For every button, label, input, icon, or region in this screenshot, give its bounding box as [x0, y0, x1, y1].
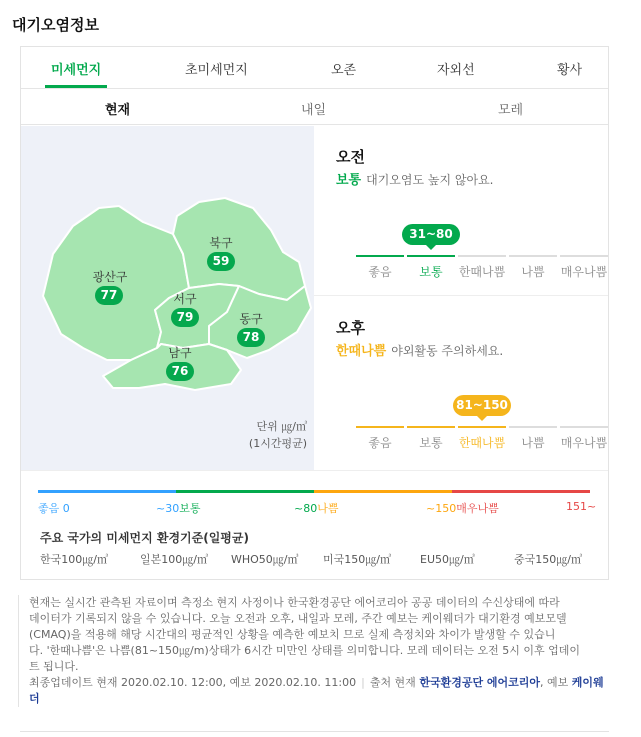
source-link-kweather[interactable]: 케이웨더 — [29, 676, 604, 705]
legend-segment-very-bad — [452, 490, 590, 493]
scale-bar — [458, 426, 506, 428]
level-label-normal: 보통 — [419, 436, 443, 450]
notice-text: 트 됩니다. — [29, 660, 79, 673]
district-value-seo[interactable]: 79 — [171, 308, 199, 327]
level-label-good: 좋음 — [368, 265, 392, 279]
forecast-pm-title: 오후 — [336, 319, 365, 337]
page-title: 대기오염정보 — [12, 16, 99, 34]
update-time: 최종업데이트 현재 2020.02.10. 12:00, 예보 2020.02.10. 11:00 — [29, 676, 357, 689]
scale-bar — [509, 255, 557, 257]
tab-day-after[interactable]: 모레 — [498, 103, 524, 118]
legend-threshold: ~150 — [426, 502, 457, 515]
source-link-airkorea[interactable]: 한국환경공단 에어코리아 — [419, 676, 541, 689]
scale-bar — [458, 255, 506, 257]
legend-label-normal — [156, 500, 200, 516]
scale-bar — [509, 426, 557, 428]
notice-text: 현재는 실시간 관측된 자료이며 측정소 현지 사정이나 한국환경공단 에어코리아 공공 데이터의 수신상태에 따라 — [29, 596, 560, 609]
forecast-pm-message: 야외활동 주의하세요. — [391, 344, 504, 358]
legend-segment-normal — [176, 490, 314, 493]
source-prefix: 출처 현재 — [369, 676, 416, 689]
notice-text: 데이터가 기록되지 않을 수 있습니다. 오늘 오전과 오후, 내일과 모레, 주간 예보는 케이웨더가 대기환경 예보모델 — [29, 612, 567, 625]
tab-tomorrow[interactable]: 내일 — [301, 103, 327, 118]
level-label-normal: 보통 — [419, 265, 443, 279]
level-label-very-bad: 매우나쁨 — [560, 436, 608, 450]
scale-bar — [356, 426, 404, 428]
forecast-am-range-badge: 31~80 — [402, 224, 460, 245]
tab-uv[interactable]: 자외선 — [437, 63, 475, 78]
forecast-pm-range-badge: 81~150 — [453, 395, 511, 416]
legend-label-max: 151~ — [566, 500, 597, 513]
notice-text: (CMAQ)을 적용해 해당 시간대의 평균적인 상황을 예측한 예보치 므로 실제 측정치와 차이가 발생할 수 있습니 — [29, 628, 556, 641]
legend-grade: 나쁨 — [317, 502, 339, 515]
unit-label: 단위 ㎍/㎥ — [256, 420, 307, 433]
scale-bar — [407, 426, 455, 428]
standards-title: 주요 국가의 미세먼지 환경기준(일평균) — [40, 531, 249, 545]
forecast-pm-status — [336, 340, 503, 359]
grade-legend — [21, 470, 608, 580]
district-value-dong[interactable]: 78 — [237, 328, 265, 347]
legend-threshold: ~80 — [294, 502, 318, 515]
tab-fine-dust[interactable]: 미세먼지 — [51, 63, 102, 78]
legend-label-bad — [294, 500, 338, 516]
district-name-nam: 남구 — [168, 346, 192, 360]
tab-yellow-dust[interactable]: 황사 — [557, 63, 583, 78]
district-value-nam[interactable]: 76 — [166, 362, 194, 381]
standard-korea: 한국100㎍/㎥ — [40, 553, 108, 566]
level-label-good: 좋음 — [368, 436, 392, 450]
level-label-bad: 나쁨 — [521, 265, 545, 279]
forecast-pm-grade: 한때나쁨 — [336, 344, 387, 359]
active-tab-indicator — [45, 85, 107, 88]
legend-segment-good — [38, 490, 176, 493]
data-notice — [18, 595, 609, 707]
level-label-bad: 나쁨 — [521, 436, 545, 450]
district-name-gwangsan: 광산구 — [92, 270, 128, 284]
forecast-am-title: 오전 — [336, 148, 365, 166]
district-value-gwangsan[interactable]: 77 — [95, 286, 123, 305]
legend-label-good: 좋음 0 — [38, 502, 70, 515]
legend-grade: 매우나쁨 — [456, 502, 499, 515]
district-map — [21, 126, 314, 470]
scale-bar — [560, 426, 608, 428]
tab-ultrafine-dust[interactable]: 초미세먼지 — [185, 63, 248, 78]
divider — [20, 731, 609, 732]
pollutant-tabs — [21, 47, 608, 89]
district-name-dong: 동구 — [239, 312, 263, 326]
legend-grade: 보통 — [179, 502, 201, 515]
district-name-buk: 북구 — [209, 236, 233, 250]
time-tabs — [21, 89, 608, 125]
update-info — [29, 675, 609, 707]
forecast-am-grade: 보통 — [336, 173, 362, 188]
district-value-buk[interactable]: 59 — [207, 252, 235, 271]
standard-japan: 일본100㎍/㎥ — [140, 553, 208, 566]
level-label-temp-bad: 한때나쁨 — [458, 265, 506, 279]
forecast-pm — [314, 297, 608, 470]
district-name-seo: 서구 — [173, 292, 197, 306]
unit-info — [217, 418, 307, 452]
standard-eu: EU50㎍/㎥ — [420, 553, 475, 566]
forecast-am — [314, 126, 608, 296]
legend-segment-bad — [314, 490, 452, 493]
scale-bar — [407, 255, 455, 257]
source-mid: , 예보 — [540, 676, 569, 689]
legend-threshold: ~30 — [156, 502, 180, 515]
forecast-am-message: 대기오염도 높지 않아요. — [366, 173, 494, 187]
notice-text: 다. '한때나쁨'은 나쁨(81~150㎍/m)상태가 6시간 미만인 상태를 의미합니다. 모레 데이터는 오전 5시 이후 업데이 — [29, 644, 580, 657]
standard-who: WHO50㎍/㎥ — [231, 553, 299, 566]
legend-label-very-bad — [426, 500, 499, 516]
air-quality-panel — [20, 46, 609, 580]
separator: | — [361, 676, 365, 689]
level-label-very-bad: 매우나쁨 — [560, 265, 608, 279]
scale-bar — [356, 255, 404, 257]
forecast-am-status — [336, 169, 494, 188]
average-period-label: (1시간평균) — [248, 437, 307, 450]
standard-china: 중국150㎍/㎥ — [514, 553, 582, 566]
level-label-temp-bad: 한때나쁨 — [458, 436, 506, 450]
standard-usa: 미국150㎍/㎥ — [323, 553, 391, 566]
tab-now[interactable]: 현재 — [105, 103, 131, 118]
scale-bar — [560, 255, 608, 257]
tab-ozone[interactable]: 오존 — [331, 63, 357, 78]
